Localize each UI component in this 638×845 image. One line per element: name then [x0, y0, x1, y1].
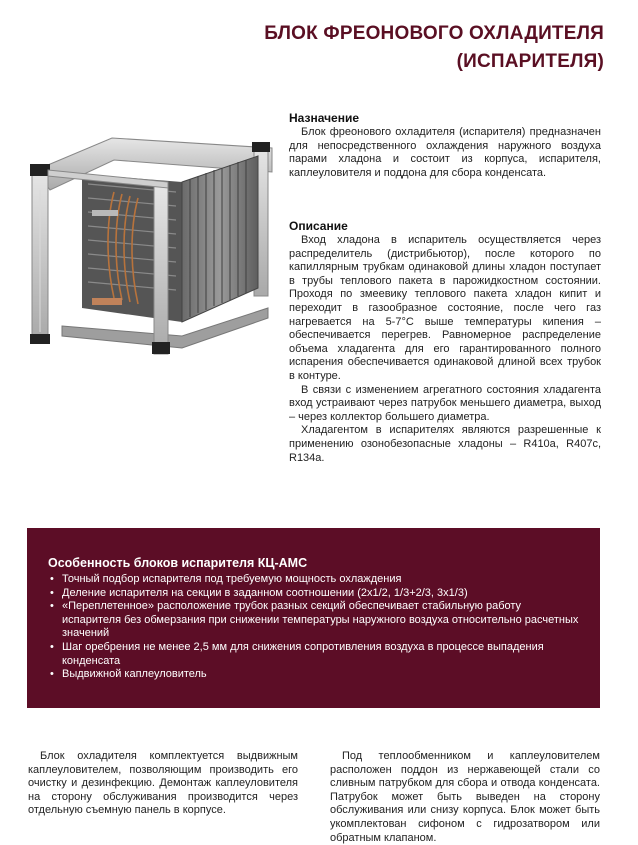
page-title: [184, 20, 604, 76]
description-paragraph: Вход хладона в испаритель осуществляется через распределитель (дистрибьютор), после которого по капиллярным трубкам одинаковой длины хладон поступает в трубы теплового пакета в парожидкостном состоянии. Проходя по змеевику теплового пакета хладон кипит и переходит в газообразное состояние, после чего газ нагревается на 5-7°С выше температуры кипения – обеспечивается перегрев. Равномерное распределение объема хладагента для его гарантированного полного испарения обеспечивается одинаковой длиной всех трубок в контуре.: [289, 234, 601, 382]
features-list: [50, 573, 580, 682]
bottom-right-text: Под теплообменником и каплеуловителем расположен поддон из нержавеющей стали со сливным патрубком для сбора и отвода конденсата. Патрубок может быть выведен на сторону обслуживания или снизу корпуса. Блок может быть укомплектован сифоном с гидрозатвором или обратным клапаном.: [330, 750, 600, 844]
description-text: [289, 234, 601, 465]
description-paragraph: Хладагентом в испарителях являются разрешенные к применению озонобезопасные хладоны – R410а, R407с, R134а.: [289, 424, 601, 464]
list-item: • Выдвижной каплеуловитель: [50, 668, 580, 682]
description-heading: Описание: [289, 219, 348, 233]
page-title-line1: БЛОК ФРЕОНОВОГО ОХЛАДИТЕЛЯ: [264, 23, 604, 44]
purpose-text: [289, 126, 601, 180]
list-item: • Деление испарителя на секции в заданном соотношении (2х1/2, 1/3+2/3, 3х1/3): [50, 587, 580, 601]
bottom-left-column: [28, 750, 298, 818]
purpose-paragraph: Блок фреонового охладителя (испарителя) предназначен для непосредственного охлаждения наружного воздуха парами хладона и состоит из корпуса, испарителя, каплеуловителя и поддона для сбора конденсата.: [289, 126, 601, 179]
bottom-right-column: [330, 750, 600, 845]
list-item: • Шаг оребрения не менее 2,5 мм для снижения сопротивления воздуха в процессе выпадения конденсата: [50, 641, 580, 668]
features-heading: Особенность блоков испарителя КЦ-АМС: [48, 556, 308, 570]
list-item: • «Переплетенное» расположение трубок разных секций обеспечивает стабильную работу испарителя без обмерзания при снижении температуры наружного воздуха относительно расчетных значений: [50, 600, 580, 641]
purpose-heading: Назначение: [289, 111, 360, 125]
list-item: • Точный подбор испарителя под требуемую мощность охлаждения: [50, 573, 580, 587]
page-title-line2: (ИСПАРИТЕЛЯ): [456, 51, 604, 72]
bottom-left-text: Блок охладителя комплектуется выдвижным каплеуловителем, позволяющим производить его очистку и дезинфекцию. Демонтаж каплеуловителя на сторону обслуживания производится через отдельную съемную панель в корпусе.: [28, 750, 298, 817]
evaporator-unit-image: [22, 112, 280, 362]
description-paragraph: В связи с изменением агрегатного состояния хладагента вход устраивают через патрубок меньшего диаметра, выход – через коллектор большего диаметра.: [289, 383, 601, 423]
